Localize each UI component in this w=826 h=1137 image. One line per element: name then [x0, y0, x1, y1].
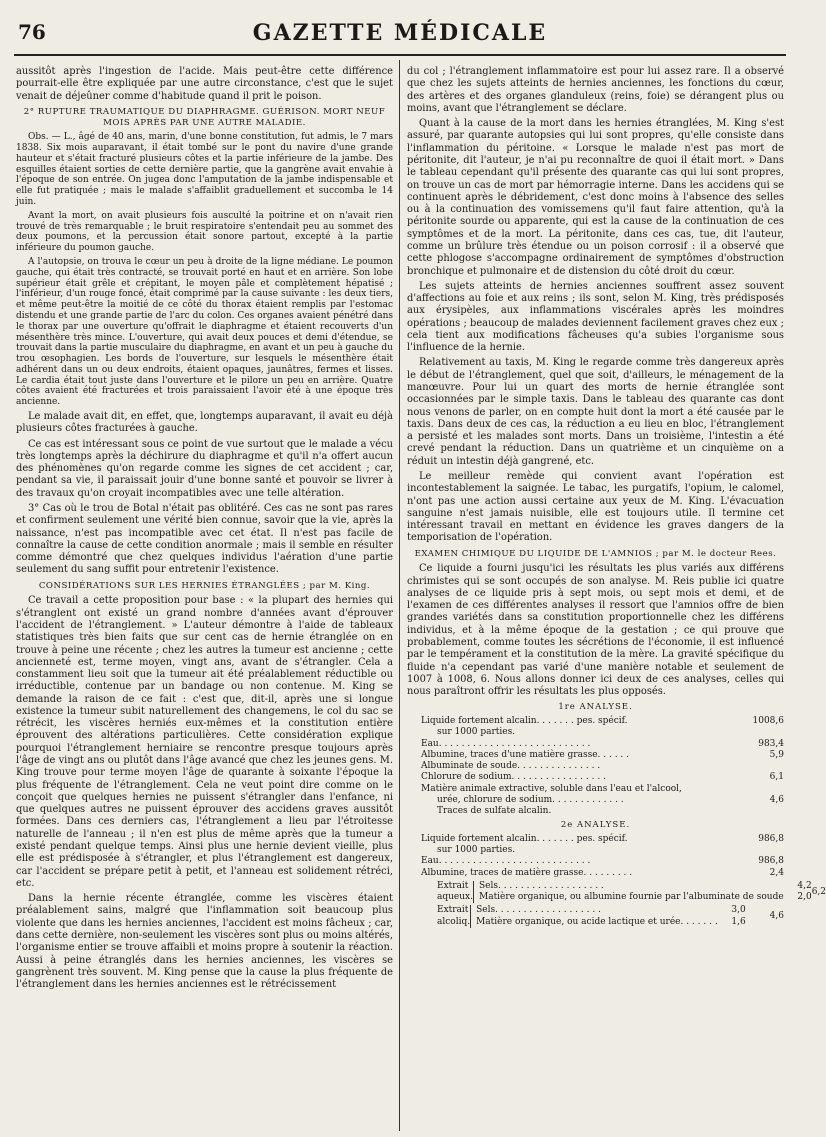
paragraph: Le meilleur remède qui convient avant l'opération est incontestablement la saignée. Le tabac, les purgatifs, l'opium, le calomel, n'ont pas une action aussi certaine aux yeux de M. King. L'évacuation sanguine n'est jamais nuisible, elle est toujours utile. Il termine cet intéressant travail en mettant en évidence les graves dangers de la temporisation de l'opération. [407, 471, 784, 544]
observation-paragraph: Obs. — L., âgé de 40 ans, marin, d'une bonne constitution, fut admis, le 7 mars 1838. Six mois auparavant, il était tombé sur le pont du navire d'une grande hauteur et s'était fracturé plusieurs côtes et la partie inférieure de la jambe. Des esquilles étaient sorties de cette dernière partie, que la gangrène avait envahie à l'époque de son entrée. On jugea donc l'amputation de la jambe indispensable et elle fut pratiquée ; mais le malade s'affaiblit graduellement et succomba le 14 juin. [16, 132, 393, 207]
row-label: Liquide fortement alcalin. . . . . . . pes. spécif. [421, 716, 628, 727]
group-label: Extrait aqueux. [437, 880, 473, 903]
analysis-row [407, 834, 784, 845]
group-line [476, 917, 746, 928]
observation-paragraph: A l'autopsie, on trouva le cœur un peu à droite de la ligne médiane. Le poumon gauche, qui était très contracté, se trouvait porté en haut et en arrière. Son lobe supérieur était grêle et crépitant, le moyen pâle et complètement hépatisé ; l'inférieur, d'un rouge foncé, était comprimé par la cause suivante : les deux tiers, et même peut-être la moitié de ce côté du thorax étaient remplis par l'estomac distendu et une grande partie de l'arc du colon. Ces organes avaient pénétré dans le thorax par une ouverture qu'offrait le diaphragme et étaient recouverts d'un mésenthère très mince. L'ouverture, qui avait deux pouces et demi d'étendue, se trouvait dans la partie musculaire du diaphragme, en avant et un peu à gauche du trou œsophagien. Les bords de l'ouverture, sur lesquels le mésenthère était adhérent dans un ou deux endroits, étaient opaques, jaunâtres, fermes et lisses. Le cardia était tout juste dans l'ouverture et le pilore un peu en arrière. Quatre côtes avaient été fracturées et trois paraissaient l'avoir été à une époque très ancienne. [16, 256, 393, 408]
analysis-rows [407, 834, 784, 879]
group-line [479, 892, 812, 903]
row-label: Chlorure de sodium. . . . . . . . . . . . . . . . . [421, 772, 606, 783]
page-number: 76 [18, 20, 46, 44]
row-label: Matière animale extractive, soluble dans l'eau et l'alcool, [421, 783, 682, 794]
row-value [674, 761, 784, 772]
extract-group [407, 905, 784, 928]
paragraph: 3° Cas où le trou de Botal n'était pas oblitéré. Ces cas ne sont pas rares et confirment seulement une vérité bien connue, savoir que la vie, après la naissance, n'est pas incompatible avec cet état. Il n'est pas facile de connaître la cause de cette condition anormale ; mais il semble en résulter comme démontré que chez quelques individus l'aération d'une partie seulement du sang suffit pour entretenir l'existence. [16, 503, 393, 576]
row-label: Albumine, traces d'une matière grasse. . . . . . [421, 749, 630, 760]
row-label: Traces de sulfate alcalin. [437, 806, 552, 817]
row-value: 5,9 [769, 749, 784, 760]
row-value: 986,8 [758, 856, 784, 867]
row-value: 6,1 [769, 772, 784, 783]
analysis-row [407, 716, 784, 727]
row-value: 986,8 [758, 833, 784, 844]
page-header [14, 14, 786, 56]
row-label: Eau. . . . . . . . . . . . . . . . . . . . . . . . . . . [421, 856, 591, 867]
analysis-row [407, 761, 784, 772]
group-body [473, 881, 812, 904]
group-line [479, 881, 812, 892]
line-label: Sels. . . . . . . . . . . . . . . . . . . [478, 880, 604, 891]
analysis-row [407, 739, 784, 750]
paragraph: Relativement au taxis, M. King le regarde comme très dangereux après le début de l'étranglement, quel que soit, d'ailleurs, le ménagement de la manœuvre. Pour lui un quart des morts de hernie étranglée sont occasionnées par le simple taxis. Dans le tableau des quarante cas dont nous venons de parler, on en compte huit dont la mort a été causée par le taxis. Dans deux de ces cas, la réduction a eu lieu en bloc, l'étranglement a persisté et les malades sont morts. Dans un troisième, l'intestin a été crevé pendant la réduction. Dans un quatrième et un cinquième on a réduit un intestin déjà gangrené, etc. [407, 357, 784, 467]
line-value: 3,0 [731, 905, 746, 916]
paragraph: Ce cas est intéressant sous ce point de vue surtout que le malade a vécu très longtemps après la déchirure du diaphragme et qu'il n'a offert aucun des phénomènes qu'on regarde comme les signes de cet accident ; car, pendant sa vie, il paraissait jouir d'une bonne santé et pouvoir se livrer à des travaux qu'on croyait incompatibles avec une telle altération. [16, 438, 393, 499]
analysis-row [407, 795, 784, 806]
analysis-title: 2e ANALYSE. [560, 820, 631, 831]
row-label: sur 1000 parties. [437, 845, 516, 856]
row-value [674, 806, 784, 817]
group-label: Extrait alcoliq. [437, 905, 471, 927]
line-value: 2,0 [797, 892, 812, 903]
section-heading: 2° RUPTURE TRAUMATIQUE DU DIAPHRAGME. GUÉRISON. MORT NEUF MOIS APRÈS PAR UNE AUTRE MALADIE. [23, 106, 386, 128]
group-line [476, 905, 746, 916]
line-value: 1,6 [731, 916, 746, 927]
article-heading: CONSIDÉRATIONS SUR LES HERNIES ÉTRANGLÉES ; par M. King. [38, 580, 371, 591]
analysis-table [407, 702, 826, 928]
row-value [674, 845, 784, 856]
analysis-row [407, 845, 784, 856]
article-heading: EXAMEN CHIMIQUE DU LIQUIDE DE L'AMNIOS ; par M. le docteur Rees. [414, 548, 777, 559]
observation-paragraph: Avant la mort, on avait plusieurs fois ausculté la poitrine et on n'avait rien trouvé de très remarquable ; le bruit respiratoire s'entendait peu au sommet des deux poumons, et la percussion était sonore partout, excepté à la partie inférieure du poumon gauche. [16, 210, 393, 254]
analysis-row [407, 856, 784, 867]
paragraph: Ce liquide a fourni jusqu'ici les résultats les plus variés aux différens chrimistes qui se sont occupés de son analyse. M. Reis publie ici quatre analyses de ce liquide pris à sept mois, ou sept mois et demi, et de l'examen de ces différentes analyses il ressort que l'amnios offre de bien grandes variétés dans sa constitution proportionnelle chez les différens individus, et à la même époque de la gestation ; ce qui prouve que probablement, comme toutes les sécrétions de l'économie, il est influencé par le tempérament et la constitution de la mère. La gravité spécifique du fluide n'a cependant pas varié d'une manière notable et seulement de 1007 à 1008, 6. Nous allons donner ici deux de ces analyses, celles qui nous paraîtront offrir les résultats les plus opposés. [407, 563, 784, 698]
row-value: 1008,6 [752, 716, 784, 727]
row-value: 983,4 [758, 738, 784, 749]
paragraph: aussitôt après l'ingestion de l'acide. Mais peut-être cette différence pourrait-elle être expliquée par une autre circonstance, c'est que le sujet venait de déjeûner comme d'habitude quand il prit le poison. [16, 66, 393, 102]
row-label: urée, chlorure de sodium. . . . . . . . . . . . . [437, 794, 624, 805]
row-label: Albuminate de soude. . . . . . . . . . . . . . . [421, 761, 601, 772]
group-body [470, 905, 746, 928]
row-value: 4,6 [769, 794, 784, 805]
group-total: 6,2 [811, 886, 826, 897]
paragraph: du col ; l'étranglement inflammatoire est pour lui assez rare. Il a observé que chez les sujets atteints de hernies anciennes, les fonctions du cœur, des artères et des organes glanduleux (reins, foie) se dérangent plus ou moins, avant que l'étranglement se déclare. [407, 66, 784, 114]
left-column [16, 66, 393, 1131]
analysis-row [407, 868, 784, 879]
line-label: Matière organique, ou albumine fournie par l'albuminate de soude [478, 892, 784, 903]
paragraph: Ce travail a cette proposition pour base : « la plupart des hernies qui s'étranglent ont existé un grand nombre d'années avant d'éprouver l'accident de l'étranglement. » L'auteur démontre à l'aide de tableaux statistiques très bien faits que sur cent cas de hernie étranglée on en trouve à peine une récente ; chez les autres la tumeur est ancienne ; cette ancienneté est, terme moyen, vingt ans, avant de s'étrangler. Cela a constamment lieu soit que la tumeur ait été préalablement réductible ou irréductible, contenue par un bandage ou non contenue. M. King se demande la raison de ce fait : c'est que, dit-il, après une si longue existence la tumeur subit naturellement des changemens, le col du sac se rétrécit, les viscères herniés eux-mêmes et la constitution entière éprouvent des altérations particulières. Cette considération explique pourquoi l'étranglement herniaire se rencontre presque toujours après l'âge de vingt ans ou plutôt dans l'âge avancé que chez les jeunes gens. M. King trouve pour terme moyen l'âge de quarante à soixante l'époque la plus fréquente de l'étranglement. Cela ne veut point dire comme on le conçoit que quelques hernies ne puissent s'étrangler dans l'enfance, ni que quelques autres ne puissent éprouver des accidens graves aussitôt formées. Dans ces derniers cas, l'étranglement a lieu par l'étroitesse naturelle de l'anneau ; il n'en est plus de même après que la tumeur a existé pendant quelque temps. Ainsi plus une hernie devient vieille, plus elle est prédisposée à s'étrangler, et plus l'étranglement est dangereux, car l'accident se prépare petit à petit, et l'anneau est solidement rétréci, etc. [16, 595, 393, 889]
line-value: 4,2 [797, 880, 812, 891]
analysis-title: 1re ANALYSE. [558, 702, 633, 713]
analysis-row [407, 750, 784, 761]
row-label: Albumine, traces de matière grasse. . . . . . . . . [421, 867, 633, 878]
journal-title: GAZETTE MÉDICALE [252, 20, 548, 46]
analysis-rows [407, 716, 784, 817]
right-column [407, 66, 826, 1131]
paragraph: Dans la hernie récente étranglée, comme les viscères étaient préalablement sains, malgré que l'inflammation soit beaucoup plus violente que dans les hernies anciennes, l'accident est moins fâcheux ; car, dans cette dernière, non-seulement les viscères sont plus ou moins altérés, l'organisme entier se trouve affaibli et moins propre à soutenir la réaction. Aussi à peine étranglés dans les hernies anciennes, les viscères se gangrènent très souvent. M. King pense que la cause la plus fréquente de l'étranglement dans les hernies anciennes est le rétrécissement [16, 893, 393, 991]
row-label: Liquide fortement alcalin. . . . . . . pes. spécif. [421, 833, 628, 844]
row-value [682, 784, 784, 795]
line-label: Matière organique, ou acide lactique et urée. . . . . . . [476, 916, 718, 927]
paragraph: Le malade avait dit, en effet, que, longtemps auparavant, il avait eu déjà plusieurs côtes fracturées à gauche. [16, 411, 393, 435]
paragraph: Les sujets atteints de hernies anciennes souffrent assez souvent d'affections au foie et aux reins ; ils sont, selon M. King, très prédisposés aux érysipèles, aux inflammations viscérales après les moindres opérations ; beaucoup de malades deviennent facilement graves chez eux ; cela tient aux modifications fâcheuses qu'a subies l'organisme sous l'influence de la hernie. [407, 280, 784, 354]
row-label: sur 1000 parties. [437, 727, 516, 738]
row-value: 2,4 [769, 867, 784, 878]
extract-group [407, 880, 826, 904]
line-label: Sels. . . . . . . . . . . . . . . . . . . [476, 905, 601, 916]
analysis-row [407, 772, 784, 783]
column-divider [399, 60, 400, 1131]
group-total: 4,6 [769, 911, 784, 922]
analysis-row [407, 784, 784, 795]
paragraph: Quant à la cause de la mort dans les hernies étranglées, M. King s'est assuré, par quarante autopsies qui lui sont propres, qu'elle consiste dans l'inflammation du péritoine. « Lorsque le malade n'est pas mort de péritonite, dit l'auteur, je n'ai pu reconnaître de quoi il était mort. » Dans le tableau cependant qu'il présente des quarante cas qui lui sont propres, on trouve un cas de mort par hémorragie interne. Dans les accidens qui se continuent après le débridement, c'est donc moins à l'absence des selles ou à la continuation des vomissemens qu'il faut faire attention, qu'à la péritonite sourde ou apparente, qui est la cause de la continuation de ces symptômes et de la mort. La péritonite, dans ces cas, tue, dit l'auteur, comme un brûlure très étendue ou un poison corrosif : il a observé que cette phlogose s'accompagne ordinairement de symptômes d'obstruction bronchique et pulmonaire et de distension du côté droit du cœur. [407, 118, 784, 277]
analysis-row [407, 727, 784, 738]
row-value [674, 727, 784, 738]
analysis-row [407, 806, 784, 817]
row-label: Eau. . . . . . . . . . . . . . . . . . . . . . . . . . . [421, 738, 591, 749]
